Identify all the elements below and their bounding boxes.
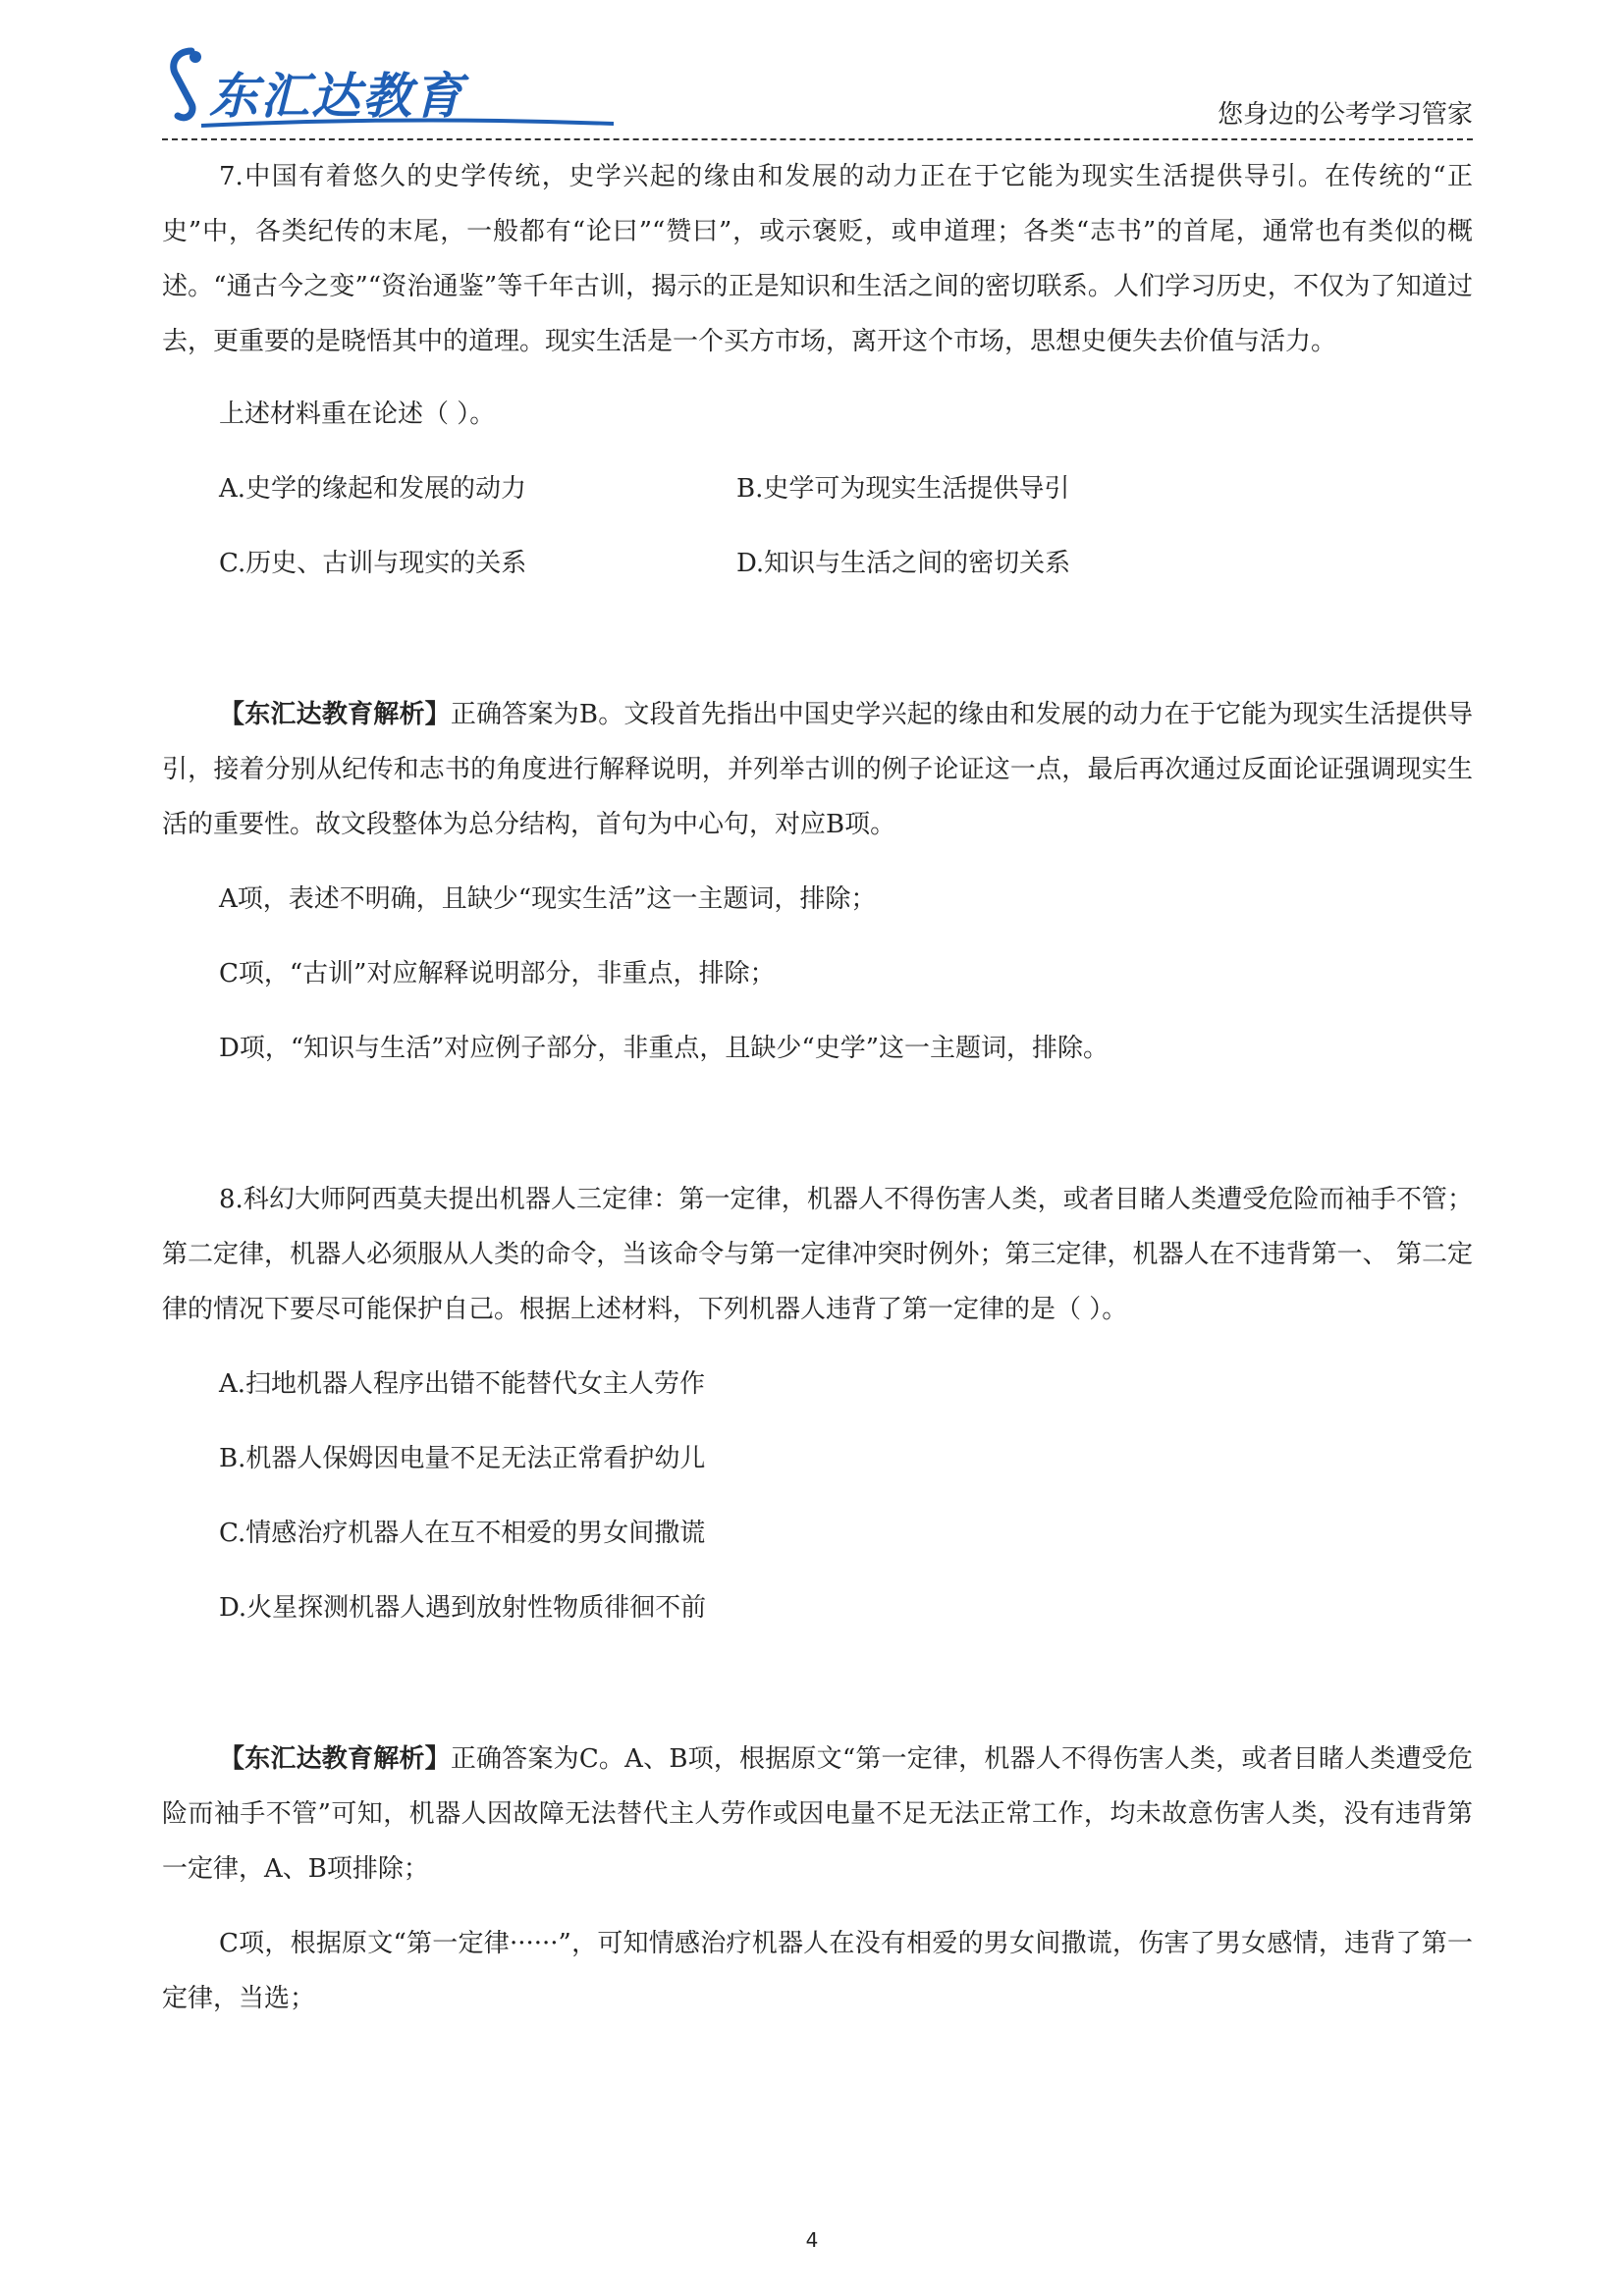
- answer-8-note-c: C项，根据原文“第一定律······”，可知情感治疗机器人在没有相爱的男女间撒谎，伤害了男女感情，违背了第一定律，当选；: [162, 1929, 1473, 2013]
- option-c: C.情感治疗机器人在互不相爱的男女间撒谎: [219, 1519, 706, 1548]
- question-8-stem: 8.科幻大师阿西莫夫提出机器人三定律：第一定律，机器人不得伤害人类，或者目睹人类遭受危险而袖手不管；第二定律，机器人必须服从人类的命令，当该命令与第一定律冲突时例外；第三定律，机器人在不违背第一、 第二定律的情况下要尽可能保护自己。根据上述材料，下列机器人违背了第一定律的是（ ）。: [162, 1185, 1473, 1324]
- question-7-options-row-2: [162, 536, 1473, 591]
- option-a: A.扫地机器人程序出错不能替代女主人劳作: [219, 1369, 706, 1399]
- header-divider: [162, 138, 1473, 140]
- header-slogan: 您身边的公考学习管家: [1217, 100, 1473, 130]
- option-d: D.知识与生活之间的密切关系: [736, 549, 1071, 578]
- analysis-tag: 【东汇达教育解析】: [219, 1744, 451, 1774]
- answer-8-explanation: [162, 1732, 1473, 1896]
- logo: [162, 43, 594, 132]
- option-d: D.火星探测机器人遇到放射性物质徘徊不前: [219, 1593, 707, 1623]
- question-7-options-row-1: [162, 461, 1473, 516]
- logo-text: 东汇达教育: [209, 68, 464, 125]
- page-number: 4: [805, 2228, 819, 2252]
- option-b: B.机器人保姆因电量不足无法正常看护幼儿: [219, 1444, 706, 1473]
- page-header: [162, 37, 1473, 143]
- option-b: B.史学可为现实生活提供导引: [736, 474, 1070, 504]
- answer-7-note-a: A项，表述不明确，且缺少“现实生活”这一主题词，排除；: [219, 884, 877, 914]
- logo-swoosh-icon: [201, 118, 614, 130]
- question-7-prompt: 上述材料重在论述（ ）。: [219, 400, 496, 429]
- question-7-stem: 7.中国有着悠久的史学传统，史学兴起的缘由和发展的动力正在于它能为现实生活提供导引。在传统的“正史”中，各类纪传的末尾，一般都有“论曰”“赞曰”，或示褒贬，或申道理；各类“志书”的首尾，通常也有类似的概述。“通古今之变”“资治通鉴”等千年古训，揭示的正是知识和生活之间的密切联系。人们学习历史，不仅为了知道过去，更重要的是晓悟其中的道理。现实生活是一个买方市场，离开这个市场，思想史便失去价值与活力。: [162, 162, 1473, 356]
- option-a: A.史学的缘起和发展的动力: [219, 474, 527, 504]
- analysis-tag: 【东汇达教育解析】: [219, 700, 451, 729]
- answer-7-explanation: [162, 687, 1473, 852]
- answer-7-note-c: C项，“古训”对应解释说明部分，非重点，排除；: [219, 959, 776, 988]
- answer-7-note-d: D项，“知识与生活”对应例子部分，非重点，且缺少“史学”这一主题词，排除。: [219, 1034, 1110, 1063]
- option-c: C.历史、古训与现实的关系: [219, 549, 527, 578]
- answer-7-text: 正确答案为B。文段首先指出中国史学兴起的缘由和发展的动力在于它能为现实生活提供导引，接着分别从纪传和志书的角度进行解释说明，并列举古训的例子论证这一点，最后再次通过反面论证强调现实生活的重要性。故文段整体为总分结构，首句为中心句，对应B项。: [162, 700, 1473, 839]
- answer-8-text: 正确答案为C。A、B项，根据原文“第一定律，机器人不得伤害人类，或者目睹人类遭受危险而袖手不管”可知，机器人因故障无法替代主人劳作或因电量不足无法正常工作，均未故意伤害人类，没有违背第一定律，A、B项排除；: [162, 1744, 1473, 1884]
- page-content: [162, 147, 1473, 2026]
